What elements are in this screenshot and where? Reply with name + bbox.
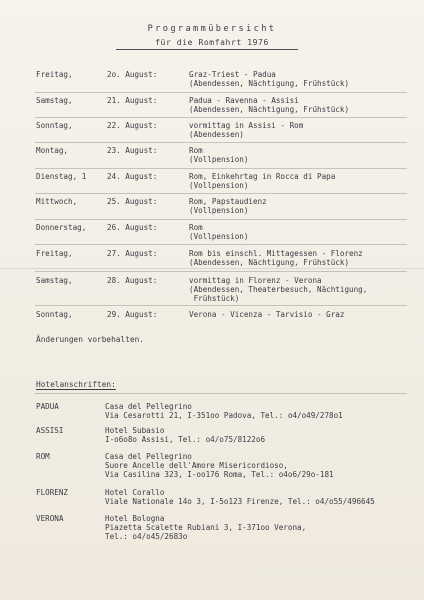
row-divider	[35, 244, 407, 245]
hotel-address-line: Via Casilina 323, I-oo176 Roma, Tel.: o4o6/29o-181	[105, 470, 334, 479]
hotel-address-line: Via Cesarotti 21, I-351oo Padova, Tel.: o4/o49/278o1	[105, 411, 343, 420]
schedule-day: Donnerstag,	[36, 223, 87, 232]
schedule-day: Sonntag,	[36, 121, 73, 130]
schedule-day: Freitag,	[36, 249, 73, 258]
document-title: Programmübersicht	[147, 24, 277, 34]
schedule-date: 28. August:	[107, 276, 158, 285]
hotel-address-line: Viale Nationale 14o 3, I-5o123 Firenze, Tel.: o4/o55/496645	[105, 497, 375, 506]
schedule-desc-line: Verona - Vicenza - Tarvisio - Graz	[189, 310, 345, 319]
paper-fold	[0, 268, 424, 269]
hotel-address-line: Tel.: o4/o45/2683o	[105, 532, 188, 541]
hotel-city: ROM	[36, 452, 50, 461]
schedule-desc-line: vormittag in Florenz - Verona	[189, 276, 322, 285]
schedule-day: Mittwoch,	[36, 197, 78, 206]
hotel-address-line: Piazetta Scalette Rubiani 3, I-371oo Verona,	[105, 523, 307, 532]
schedule-date: 29. August:	[107, 310, 158, 319]
schedule-day: Samstag,	[36, 276, 73, 285]
row-divider	[35, 168, 407, 169]
schedule-desc-line: vormittag in Assisi - Rom	[189, 121, 304, 130]
schedule-desc-line: (Abendessen, Theaterbesuch, Nächtigung,	[189, 285, 368, 294]
schedule-desc-line: Rom bis einschl. Mittagessen - Florenz	[189, 249, 363, 258]
hotel-city: PADUA	[36, 402, 59, 411]
schedule-desc-line: (Abendessen, Nächtigung, Frühstück)	[189, 105, 350, 114]
schedule-desc-line: (Vollpension)	[189, 232, 249, 241]
schedule-date: 23. August:	[107, 146, 158, 155]
hotel-address-line: Casa del Pellegrino	[105, 452, 192, 461]
schedule-date: 2o. August:	[107, 70, 158, 79]
schedule-day: Montag,	[36, 146, 69, 155]
schedule-desc-line: (Abendessen, Nächtigung, Frühstück)	[189, 258, 350, 267]
schedule-date: 24. August:	[107, 172, 158, 181]
row-divider	[35, 92, 407, 93]
schedule-date: 22. August:	[107, 121, 158, 130]
schedule-desc-line: (Vollpension)	[189, 181, 249, 190]
row-divider	[35, 193, 407, 194]
schedule-day: Samstag,	[36, 96, 73, 105]
schedule-day: Dienstag, 1	[36, 172, 87, 181]
schedule-desc-line: (Vollpension)	[189, 155, 249, 164]
row-divider	[35, 142, 407, 143]
schedule-date: 25. August:	[107, 197, 158, 206]
hotel-address-line: Hotel Bologna	[105, 514, 165, 523]
schedule-desc-line: Rom, Einkehrtag in Rocca di Papa	[189, 172, 336, 181]
hotel-address-line: Hotel Subasio	[105, 426, 165, 435]
schedule-desc-line: Padua - Ravenna - Assisi	[189, 96, 299, 105]
hotel-address-line: Hotel Corallo	[105, 488, 165, 497]
hotel-address-line: Suore Ancelle dell'Amore Misericordioso,	[105, 461, 288, 470]
schedule-day: Freitag,	[36, 70, 73, 79]
title-underline	[116, 49, 298, 50]
schedule-date: 21. August:	[107, 96, 158, 105]
hotel-city: ASSISI	[36, 426, 64, 435]
row-divider	[35, 305, 407, 306]
schedule-date: 27. August:	[107, 249, 158, 258]
schedule-day: Sonntag,	[36, 310, 73, 319]
schedule-desc-line: Rom	[189, 223, 203, 232]
changes-note: Änderungen vorbehalten.	[36, 335, 144, 344]
hotels-heading: Hotelanschriften:	[36, 380, 116, 389]
schedule-desc-line: (Abendessen)	[189, 130, 244, 139]
hotel-address-line: I-o6o8o Assisi, Tel.: o4/o75/8122o6	[105, 435, 266, 444]
schedule-desc-line: Rom, Papstaudienz	[189, 197, 267, 206]
schedule-desc-line: Graz-Triest - Padua	[189, 70, 276, 79]
hotels-divider	[35, 393, 407, 394]
row-divider	[35, 271, 407, 272]
schedule-desc-line: (Abendessen, Nächtigung, Frühstück)	[189, 79, 350, 88]
row-divider	[35, 117, 407, 118]
schedule-date: 26. August:	[107, 223, 158, 232]
schedule-desc-line: (Vollpension)	[189, 206, 249, 215]
row-divider	[35, 219, 407, 220]
hotel-city: VERONA	[36, 514, 64, 523]
document-subtitle: für die Romfahrt 1976	[155, 38, 269, 47]
schedule-desc-line: Rom	[189, 146, 203, 155]
schedule-desc-line: Frühstück)	[189, 294, 240, 303]
hotel-city: FLORENZ	[36, 488, 69, 497]
hotel-address-line: Casa del Pellegrino	[105, 402, 192, 411]
